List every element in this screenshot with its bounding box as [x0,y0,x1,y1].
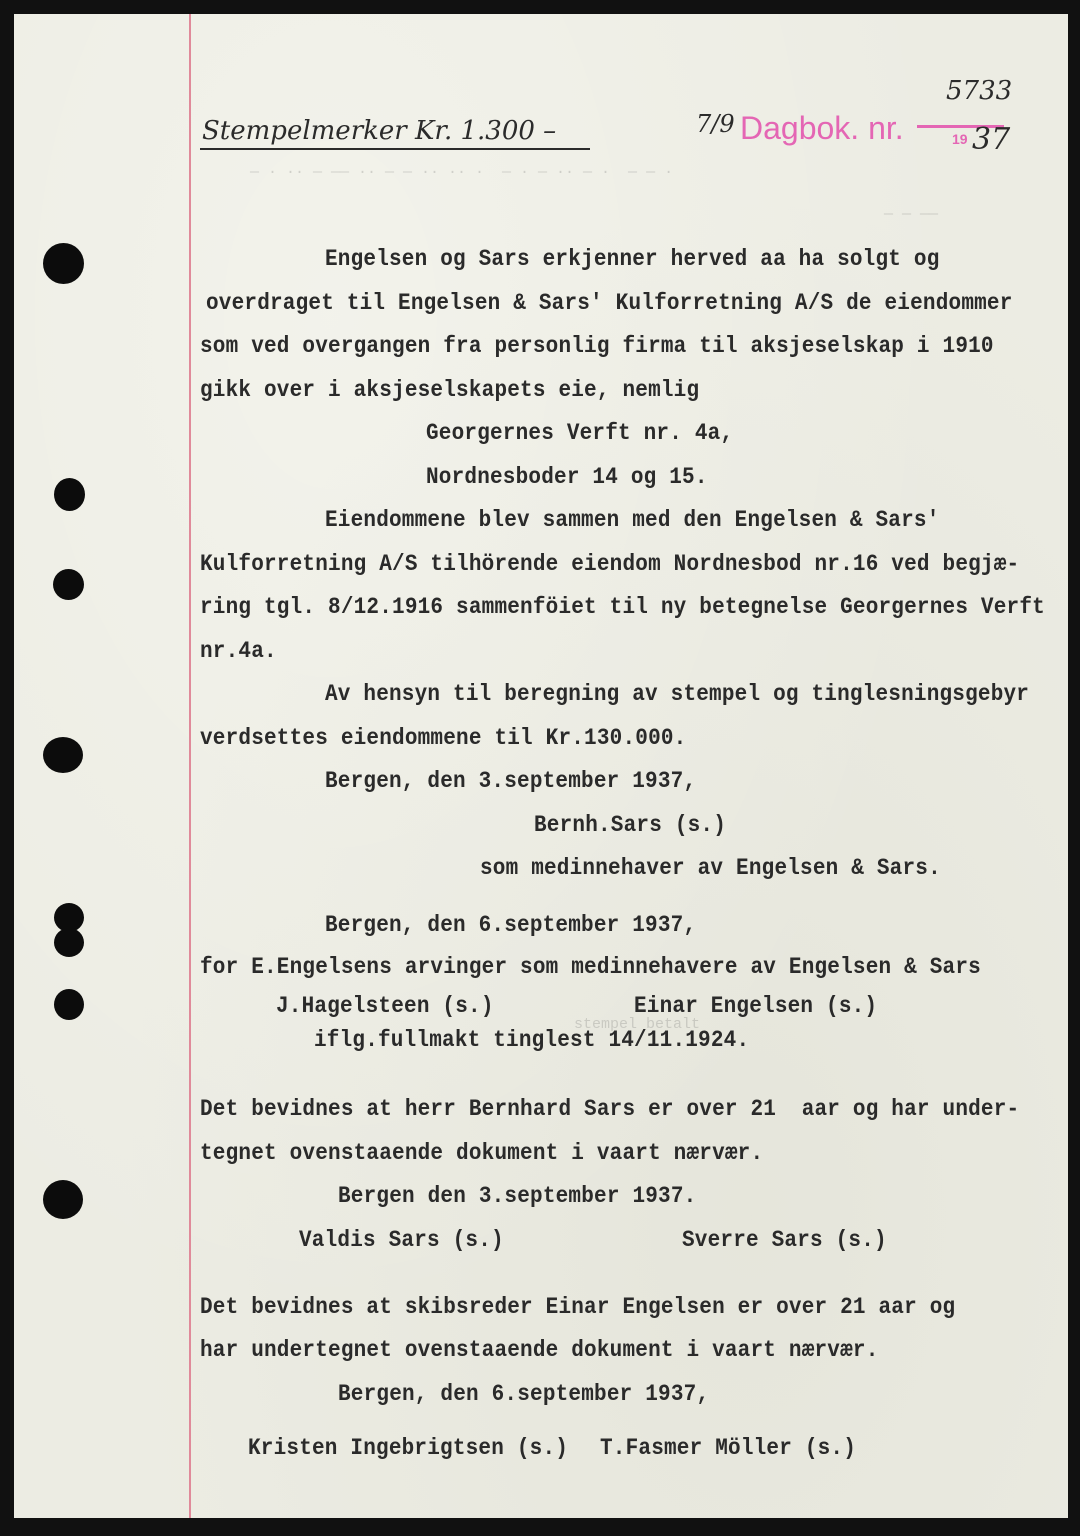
body-line: Sverre Sars (s.) [682,1228,887,1254]
journal-number: 5733 [946,76,1013,106]
body-line: Bergen, den 6.september 1937, [338,1382,710,1408]
dagbok-stamp: Dagbok. nr. [740,110,904,146]
body-line: Einar Engelsen (s.) [634,994,878,1020]
handwritten-date: 7/9 [696,110,735,138]
bleed-through-text: — · ·· — —— ·· — — ·· ·· · — · — ·· — · — — · [250,164,674,181]
body-line: iflg.fullmakt tinglest 14/11.1924. [314,1028,750,1054]
stamp-year-prefix: 19 [952,131,968,147]
punch-hole-icon [43,243,84,284]
bleed-through-text: stempel betalt [574,1016,701,1033]
body-line: Bernh.Sars (s.) [534,813,727,839]
body-line: T.Fasmer Möller (s.) [600,1436,857,1462]
body-line: Kulforretning A/S tilhörende eiendom Nordnesbod nr.16 ved begjæ- [200,552,1020,578]
body-line: Det bevidnes at herr Bernhard Sars er over 21 aar og har under- [200,1097,1020,1123]
body-line: overdraget til Engelsen & Sars' Kulforretning A/S de eiendommer [206,291,1013,317]
body-line: Bergen den 3.september 1937. [338,1184,697,1210]
punch-hole-icon [43,1180,83,1219]
punch-hole-icon [43,737,83,773]
punch-hole-icon [53,569,84,600]
body-line: ring tgl. 8/12.1916 sammenföiet til ny betegnelse Georgernes Verft [200,595,1045,621]
year-suffix: 37 [972,122,1011,157]
body-line: Kristen Ingebrigtsen (s.) [248,1436,569,1462]
body-line: nr.4a. [200,639,277,665]
punch-hole-icon [54,989,84,1020]
punch-hole-icon [54,478,85,511]
body-line: som medinnehaver av Engelsen & Sars. [480,856,941,882]
body-line: Bergen, den 6.september 1937, [325,913,697,939]
stamp-duty-underline [200,148,590,150]
body-line: Eiendommene blev sammen med den Engelsen & Sars' [325,508,940,534]
body-line: verdsettes eiendommene til Kr.130.000. [200,726,687,752]
body-line: Valdis Sars (s.) [299,1228,504,1254]
body-line: gikk over i aksjeselskapets eie, nemlig [200,378,700,404]
body-line: J.Hagelsteen (s.) [276,994,494,1020]
body-line: har undertegnet ovenstaaende dokument i vaart nærvær. [200,1338,879,1364]
body-line: Georgernes Verft nr. 4a, [426,421,734,447]
punch-hole-icon [54,928,84,957]
body-line: Det bevidnes at skibsreder Einar Engelsen er over 21 aar og [200,1295,956,1321]
body-line: Bergen, den 3.september 1937, [325,769,697,795]
body-line: for E.Engelsens arvinger som medinnehavere av Engelsen & Sars [200,955,981,981]
body-line: som ved overgangen fra personlig firma til aksjeselskap i 1910 [200,334,994,360]
document-page [14,14,1068,1518]
body-line: Nordnesboder 14 og 15. [426,465,708,491]
red-margin-line [189,14,191,1518]
bleed-through-text: — — —— [884,206,939,223]
body-line: Engelsen og Sars erkjenner herved aa ha solgt og [325,247,940,273]
body-line: Av hensyn til beregning av stempel og tinglesningsgebyr [325,682,1030,708]
stamp-duty-note: Stempelmerker Kr. 1.300 – [202,116,557,146]
body-line: tegnet ovenstaaende dokument i vaart nærvær. [200,1141,764,1167]
